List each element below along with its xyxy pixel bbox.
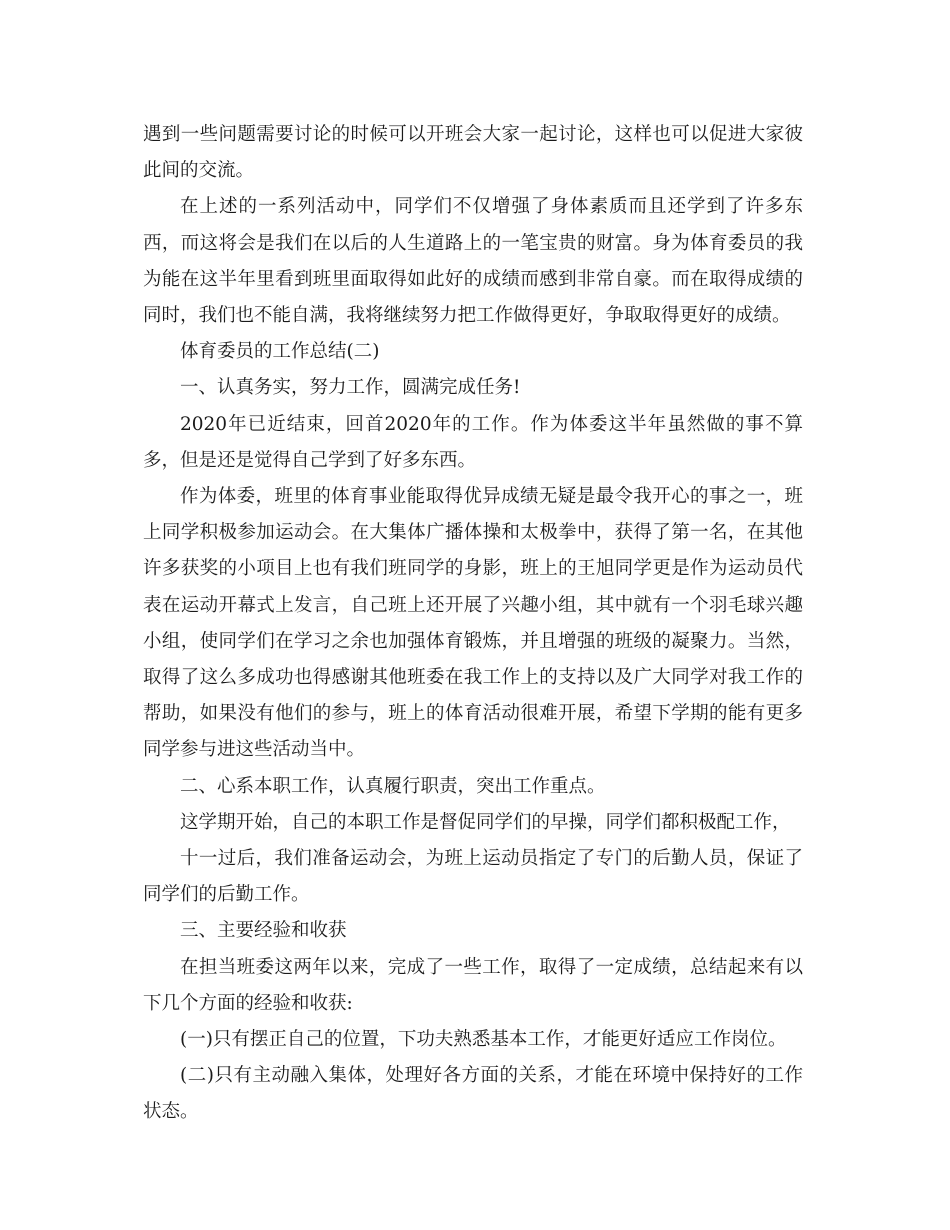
paragraph-6: 十一过后，我们准备运动会，为班上运动员指定了专门的后勤人员，保证了同学们的后勤工作。 xyxy=(143,848,803,906)
paragraph-5: 这学期开始，自己的本职工作是督促同学们的早操，同学们都积极配工作， xyxy=(180,811,791,833)
heading-1: 一、认真务实，努力工作，圆满完成任务! xyxy=(180,377,521,399)
paragraph-1: 遇到一些问题需要讨论的时候可以开班会大家一起讨论，这样也可以促进大家彼此间的交流。 xyxy=(143,124,803,182)
paragraph-3: 2020年已近结束，回首2020年的工作。作为体委这半年虽然做的事不算多，但是还是觉得自己学到了好多东西。 xyxy=(143,413,803,471)
paragraph-2: 在上述的一系列活动中，同学们不仅增强了身体素质而且还学到了许多东西，而这将会是我们在以后的人生道路上的一笔宝贵的财富。身为体育委员的我为能在这半年里看到班里面取得如此好的成绩而感到非常自豪。而在取得成绩的同时，我们也不能自满，我将继续努力把工作做得更好，争取取得更好的成绩。 xyxy=(143,196,803,327)
section-title: 体育委员的工作总结(二) xyxy=(180,341,380,363)
heading-2: 二、心系本职工作，认真履行职责，突出工作重点。 xyxy=(180,775,606,797)
list-item-2: (二)只有主动融入集体，处理好各方面的关系，才能在环境中保持好的工作状态。 xyxy=(143,1065,803,1123)
paragraph-4: 作为体委，班里的体育事业能取得优异成绩无疑是最令我开心的事之一，班上同学积极参加运动会。在大集体广播体操和太极拳中，获得了第一名，在其他许多获奖的小项目上也有我们班同学的身影，班上的王旭同学更是作为运动员代表在运动开幕式上发言，自己班上还开展了兴趣小组，其中就有一个羽毛球兴趣小组，使同学们在学习之余也加强体育锻炼，并且增强的班级的凝聚力。当然，取得了这么多成功也得感谢其他班委在我工作上的支持以及广大同学对我工作的帮助，如果没有他们的参与，班上的体育活动很难开展，希望下学期的能有更多同学参与进这些活动当中。 xyxy=(143,486,803,761)
list-item-1: (一)只有摆正自己的位置，下功夫熟悉基本工作，才能更好适应工作岗位。 xyxy=(180,1029,787,1051)
paragraph-7: 在担当班委这两年以来，完成了一些工作，取得了一定成绩，总结起来有以下几个方面的经验和收获: xyxy=(143,956,803,1014)
document-body xyxy=(143,117,803,1131)
heading-3: 三、主要经验和收获 xyxy=(180,920,347,942)
